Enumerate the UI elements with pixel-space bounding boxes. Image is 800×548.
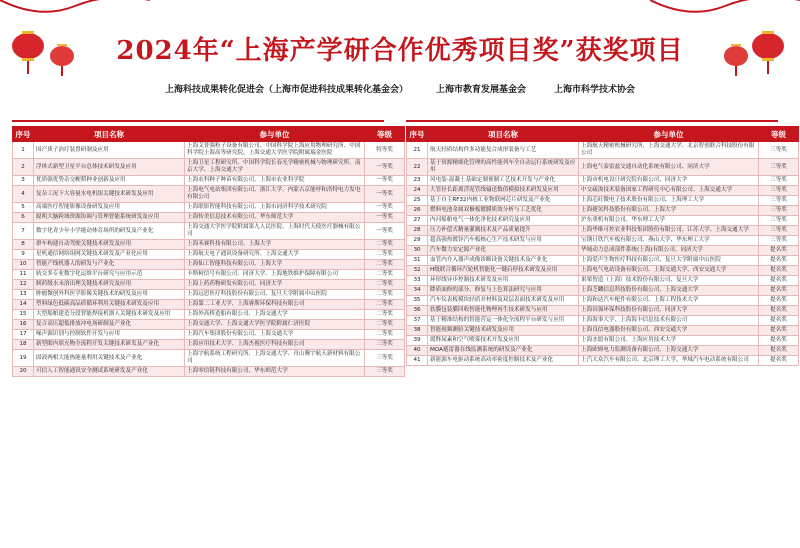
participant-units: 上海应用技术大学、上海杰视医疗科技有限公司	[185, 340, 365, 350]
header-units: 参与单位	[185, 127, 365, 142]
project-name: 智能产线机器人的研发与产业化	[34, 260, 185, 270]
table-row	[13, 260, 405, 270]
project-name: 汽车微力安定源产业化	[428, 246, 579, 256]
table-row	[13, 270, 405, 280]
participant-units: 果栗智造（上海）技术股份有限公司、复旦大学	[579, 276, 759, 286]
table-row	[407, 246, 799, 256]
row-number: 21	[407, 142, 428, 159]
project-name: 汽车仪表板模块轻质并材料及双层表面技术研发及应用	[428, 296, 579, 306]
row-number: 34	[407, 286, 428, 296]
project-name: H级联合循环汽轮机智能化一键启停技术研发及应用	[428, 266, 579, 276]
project-name: 噪声源识别与控制软件开发与应用	[34, 330, 185, 340]
table-row	[407, 236, 799, 246]
row-number: 2	[13, 159, 34, 176]
project-name: 固液两相大能热能量利用关键技术及产业化	[34, 350, 185, 367]
header-no: 序号	[13, 127, 34, 142]
award-grade: 三等奖	[759, 226, 799, 236]
divider	[12, 120, 384, 122]
participant-units: 上海欧姆电力监测设备有限公司、上海交通大学	[579, 346, 759, 356]
row-number: 33	[407, 276, 428, 286]
award-grade: 提名奖	[759, 336, 799, 346]
award-grade: 二等奖	[365, 300, 405, 310]
participant-units: 华域动力总成部件系统(上海)有限公司、同济大学	[579, 246, 759, 256]
project-name: 血管内介入器声成像诊断设备关键技术及产业化	[428, 256, 579, 266]
table-row	[407, 176, 799, 186]
award-grade: 二等奖	[365, 320, 405, 330]
table-row	[407, 326, 799, 336]
row-number: 12	[13, 280, 34, 290]
table-row	[13, 290, 405, 300]
row-number: 41	[407, 356, 428, 366]
award-grade: 提名奖	[759, 266, 799, 276]
award-grade: 三等奖	[759, 236, 799, 246]
table-row	[407, 226, 799, 236]
participant-units: 上海海事大学、上海海丰信息技术有限公司	[579, 316, 759, 326]
project-name: 大管径长距离浮泥管线输送数值模拟技术研发及应用	[428, 186, 579, 196]
project-name: 智能视频测验关键技术研发及应用	[428, 326, 579, 336]
award-grade: 二等奖	[365, 330, 405, 340]
project-name: 新型眼内填充物全流程开发关键技术研发及产业化	[34, 340, 185, 350]
award-grade: 一等奖	[365, 213, 405, 223]
participant-units: 上海卫星工程研究所、中国科学院长春光学精密机械与物理研究所、南京大学、上海交通大学	[185, 159, 365, 176]
row-number: 10	[13, 260, 34, 270]
organizer-2: 上海市教育发展基金会	[435, 85, 526, 95]
row-number: 36	[407, 306, 428, 316]
row-number: 35	[407, 296, 428, 306]
award-grade: 三等奖	[759, 159, 799, 176]
award-grade: 三等奖	[365, 340, 405, 350]
award-grade: 提名奖	[759, 276, 799, 286]
organizers	[0, 82, 800, 100]
participant-units: 上海市机电设计研究院有限公司、同济大学	[579, 176, 759, 186]
page-title: 2024年“上海产学研合作优秀项目奖”获奖项目	[116, 36, 684, 66]
table-row	[407, 256, 799, 266]
participant-units: 上海华维可控农业科技集团股份有限公司、江苏大学、上海交通大学	[579, 226, 759, 236]
project-name: 航天轻质结构件多功能复合成形装备与工艺	[428, 142, 579, 159]
project-name: 软膜包装膜回收智能化物理再生技术研发与应用	[428, 306, 579, 316]
award-grade: 提名奖	[759, 256, 799, 266]
participant-units: 上海爱声生物医疗科技有限公司、复旦大学附属中山医院	[579, 256, 759, 266]
participant-units: 上海芯旺微电子技术股份有限公司、上海理工大学	[579, 196, 759, 206]
project-name: 优质强优势杂交粳稻种业创新及应用	[34, 176, 185, 186]
participant-units: 上海交通大学医学院附属第九人民医院、上海时代天使医疗器械有限公司	[185, 223, 365, 240]
table-row	[13, 213, 405, 223]
table-row	[407, 276, 799, 286]
row-number: 13	[13, 290, 34, 300]
row-number: 26	[407, 206, 428, 216]
award-grade: 提名奖	[759, 316, 799, 326]
award-grade: 提名奖	[759, 286, 799, 296]
row-number: 6	[13, 213, 34, 223]
row-number: 8	[13, 240, 34, 250]
project-name: MOA避雷器在线监测系统的研发及产业化	[428, 346, 579, 356]
row-number: 16	[13, 320, 34, 330]
participant-units: 上海水愿有限公司、上海应用技术大学	[579, 336, 759, 346]
row-number: 11	[13, 270, 34, 280]
award-grade: 三等奖	[759, 206, 799, 216]
row-number: 27	[407, 216, 428, 226]
participant-units: 宝钢日铁汽车板有限公司、燕山大学、华东理工大学	[579, 236, 759, 246]
header-no: 序号	[407, 127, 428, 142]
row-number: 15	[13, 310, 34, 320]
project-name: 风电装-混凝土基础定制预制工艺技术开发与产业化	[428, 176, 579, 186]
row-number: 29	[407, 236, 428, 246]
row-number: 14	[13, 300, 34, 310]
project-name: 缓释尿素和空气喷雾技术开发及应用	[428, 336, 579, 346]
award-grade: 二等奖	[365, 310, 405, 320]
row-number: 38	[407, 326, 428, 336]
participant-units: 上海交通大学、上海交通大学医学院附属仁济医院	[185, 320, 365, 330]
participant-units: 上海外高桥造船有限公司、上海交通大学	[185, 310, 365, 320]
participant-units: 中交疏浚技术装备国家工程研究中心有限公司、上海交通大学	[579, 186, 759, 196]
project-name: 高端医疗智能影像设备研发及应用	[34, 203, 185, 213]
project-name: 大型船舶建造分段智能焊接机器人关键技术研发及应用	[34, 310, 185, 320]
participant-units: 上海航天精密机械研究所、上海交通大学、北京智创联合科技股份有限公司	[579, 142, 759, 159]
table-row	[13, 176, 405, 186]
header-grade: 等级	[365, 127, 405, 142]
row-number: 30	[407, 246, 428, 256]
table-row	[407, 346, 799, 356]
row-number: 40	[407, 346, 428, 356]
award-grade: 三等奖	[759, 216, 799, 226]
award-grade: 特等奖	[365, 142, 405, 159]
project-name: 群车构建自动驾驶关键技术研发及应用	[34, 240, 185, 250]
table-row	[13, 300, 405, 310]
project-name: 轨交多专业数字化运维平台研究与应用示范	[34, 270, 185, 280]
project-name: 燃料电池金属双极板镀膜质效分析与工艺优化	[428, 206, 579, 216]
row-number: 32	[407, 266, 428, 276]
participant-units: 上海零信链科技有限公司、华东师范大学	[185, 367, 365, 377]
table-row	[407, 356, 799, 366]
participant-units: 上海汽车集团股份有限公司、上海交通大学	[185, 330, 365, 340]
row-number: 9	[13, 250, 34, 260]
row-number: 1	[13, 142, 34, 159]
participant-units: 上海电气电站集团有限公司、浙江大学、内蒙古京能呼和浩特电力发电有限公司	[185, 186, 365, 203]
table-row	[13, 367, 405, 377]
project-name: 基于自主RF32内核工业物联网芯片研发及产业化	[428, 196, 579, 206]
award-grade: 一等奖	[365, 176, 405, 186]
left-award-table	[12, 126, 393, 377]
award-grade: 二等奖	[365, 250, 405, 260]
project-name: 浮体式新型卫星平台总体技术研发及应用	[34, 159, 185, 176]
award-grade: 三等奖	[759, 142, 799, 159]
participant-units: 上海航天电子通讯设备研究所、上海交通大学	[185, 250, 365, 260]
table-row	[407, 186, 799, 196]
row-number: 4	[13, 186, 34, 203]
participant-units: 上海芝麟信息科技股份有限公司、上海交通大学	[579, 286, 759, 296]
row-number: 37	[407, 316, 428, 326]
participant-units: 上海联影智能科技有限公司、上海市同济科学技术研究院	[185, 203, 365, 213]
award-grade: 三等奖	[759, 196, 799, 206]
header-units: 参与单位	[579, 127, 759, 142]
header-project: 项目名称	[428, 127, 579, 142]
participant-units: 上海电气泰雷兹交通自动化系统有限公司、同济大学	[579, 159, 759, 176]
award-grade: 一等奖	[365, 203, 405, 213]
participant-units: 上海电气电站设备有限公司、上海交通大学、西安交通大学	[579, 266, 759, 276]
participant-units: 上海上药药物研发有限公司、同济大学	[185, 280, 365, 290]
project-name: 星机通信网络组网关键技术研发及产业化应用	[34, 250, 185, 260]
award-grade: 二等奖	[365, 270, 405, 280]
participant-units: 上海传美信息技术有限公司、华东师范大学	[185, 213, 365, 223]
award-grade: 提名奖	[759, 326, 799, 336]
table-row	[13, 310, 405, 320]
award-grade: 三等奖	[759, 176, 799, 186]
participant-units: 卡斯柯信号有限公司、同济大学、上海地铁维护保障有限公司	[185, 270, 365, 280]
award-grade: 三等奖	[759, 186, 799, 196]
table-row	[407, 216, 799, 226]
project-name: 复杂工况下大容量水电机组关键技术研发及应用	[34, 186, 185, 203]
row-number: 28	[407, 226, 428, 236]
award-grade: 一等奖	[365, 223, 405, 240]
row-number: 22	[407, 159, 428, 176]
award-grade: 提名奖	[759, 356, 799, 366]
table-row	[13, 340, 405, 350]
divider	[406, 120, 778, 122]
table-row	[13, 320, 405, 330]
participant-units: 上海宇航系统工程研究所、上海交通大学、舟山腾宇航天新材料有限公司	[185, 350, 365, 367]
project-name: 内河船舶电气一体化净化技术研究及应用	[428, 216, 579, 226]
header-grade: 等级	[759, 127, 799, 142]
row-number: 20	[13, 367, 34, 377]
table-row	[407, 306, 799, 316]
award-grade: 二等奖	[365, 290, 405, 300]
row-number: 19	[13, 350, 34, 367]
table-row	[407, 159, 799, 176]
award-grade: 提名奖	[759, 296, 799, 306]
project-name: 肿瘤微创外科医学影像关键技术的研发及应用	[34, 290, 185, 300]
award-grade: 提名奖	[759, 346, 799, 356]
project-name: 基于精准结构的智能营运一体化全流程平台研发与应用	[428, 316, 579, 326]
row-number: 39	[407, 336, 428, 346]
project-name: 新能源车电驱动系统高功率密度控制技术及产业化	[428, 356, 579, 366]
table-row	[407, 316, 799, 326]
award-grade: 一等奖	[365, 159, 405, 176]
table-row	[13, 280, 405, 290]
table-row	[407, 336, 799, 346]
project-name: 数字化青少年小学能动体育场所的研发及产业化	[34, 223, 185, 240]
project-name: 塑料绿色低碳高品质循环利用关键技术研发及应用	[34, 300, 185, 310]
project-name: 制药级水未溶出理关键技术研究及应用	[34, 280, 185, 290]
participant-units: 上海远思医疗科技股份有限公司、复旦大学附属中山医院	[185, 290, 365, 300]
award-grade: 二等奖	[365, 280, 405, 290]
organizer-1: 上海科技成果转化促进会（上海市促进科技成果转化基金会）	[164, 85, 408, 95]
participant-units: 上海第二工业大学、上海睿斯环保科技有限公司	[185, 300, 365, 310]
row-number: 17	[13, 330, 34, 340]
table-row	[13, 142, 405, 159]
row-number: 25	[407, 196, 428, 206]
participant-units: 上海和达汽车配件有限公司、上海工程技术大学	[579, 296, 759, 306]
participant-units: 上海农科种子种苗有限公司、上海市农业科学院	[185, 176, 365, 186]
participant-units: 上汽大众汽车有限公司、北京理工大学、华域汽车电动系统有限公司	[579, 356, 759, 366]
table-row	[407, 266, 799, 276]
organizer-3: 上海市科学技术协会	[554, 85, 636, 95]
award-grade: 三等奖	[365, 350, 405, 367]
project-name: 聪明大脑跨域资源协调与管理智能系统研发及应用	[34, 213, 185, 223]
table-row	[13, 350, 405, 367]
award-grade: 三等奖	[365, 367, 405, 377]
project-name: 压力补偿式精量灌溉技术及产品质量提升	[428, 226, 579, 236]
table-row	[13, 159, 405, 176]
table-row	[407, 142, 799, 159]
project-name: 超高强热镀锌汽车板核心生产技术研发与应用	[428, 236, 579, 246]
participant-units: 沪东重机有限公司、华东理工大学	[579, 216, 759, 226]
table-row	[13, 203, 405, 213]
row-number: 7	[13, 223, 34, 240]
award-grade: 提名奖	[759, 306, 799, 316]
table-row	[13, 223, 405, 240]
row-number: 31	[407, 256, 428, 266]
project-name: 复合高压超低排放冲电场研制及产业化	[34, 320, 185, 330]
project-name: 基于资源精细化管理的高性能列车全自动运行系统研发及应用	[428, 159, 579, 176]
participant-units: 上海良信电器股份有限公司、西安交通大学	[579, 326, 759, 336]
award-grade: 二等奖	[365, 240, 405, 250]
award-grade: 提名奖	[759, 246, 799, 256]
participant-units: 上海禾赛科技有限公司、上海大学	[185, 240, 365, 250]
participant-units: 上海艾普强粒子设备有限公司、中国科学院上海应用物理研究所、中国科学院上海高等研究院、上海交通大学医学院附属瑞金医院	[185, 142, 365, 159]
participant-units: 上海捷氢科技股份有限公司、上海大学	[579, 206, 759, 216]
row-number: 23	[407, 176, 428, 186]
table-row	[13, 330, 405, 340]
participant-units: 上海田强环保科技股份有限公司、同济大学	[579, 306, 759, 316]
award-grade: 二等奖	[365, 260, 405, 270]
table-row	[407, 296, 799, 306]
table-row	[13, 240, 405, 250]
table-row	[13, 250, 405, 260]
table-row	[407, 286, 799, 296]
table-row	[407, 206, 799, 216]
project-name: 降质面修的部分、修复与上色算法研究与应用	[428, 286, 579, 296]
table-row	[13, 186, 405, 203]
right-award-table	[406, 126, 787, 366]
header-project: 项目名称	[34, 127, 185, 142]
row-number: 5	[13, 203, 34, 213]
project-name: 环形线异步控制技术研发及应用	[428, 276, 579, 286]
award-grade: 一等奖	[365, 186, 405, 203]
participant-units: 上海仙工智能科技有限公司、上海大学	[185, 260, 365, 270]
row-number: 24	[407, 186, 428, 196]
table-row	[407, 196, 799, 206]
row-number: 3	[13, 176, 34, 186]
project-name: 可信人工智能通讯安全测试系统研发及产业化	[34, 367, 185, 377]
project-name: 国产质子治疗装置研制及应用	[34, 142, 185, 159]
row-number: 18	[13, 340, 34, 350]
